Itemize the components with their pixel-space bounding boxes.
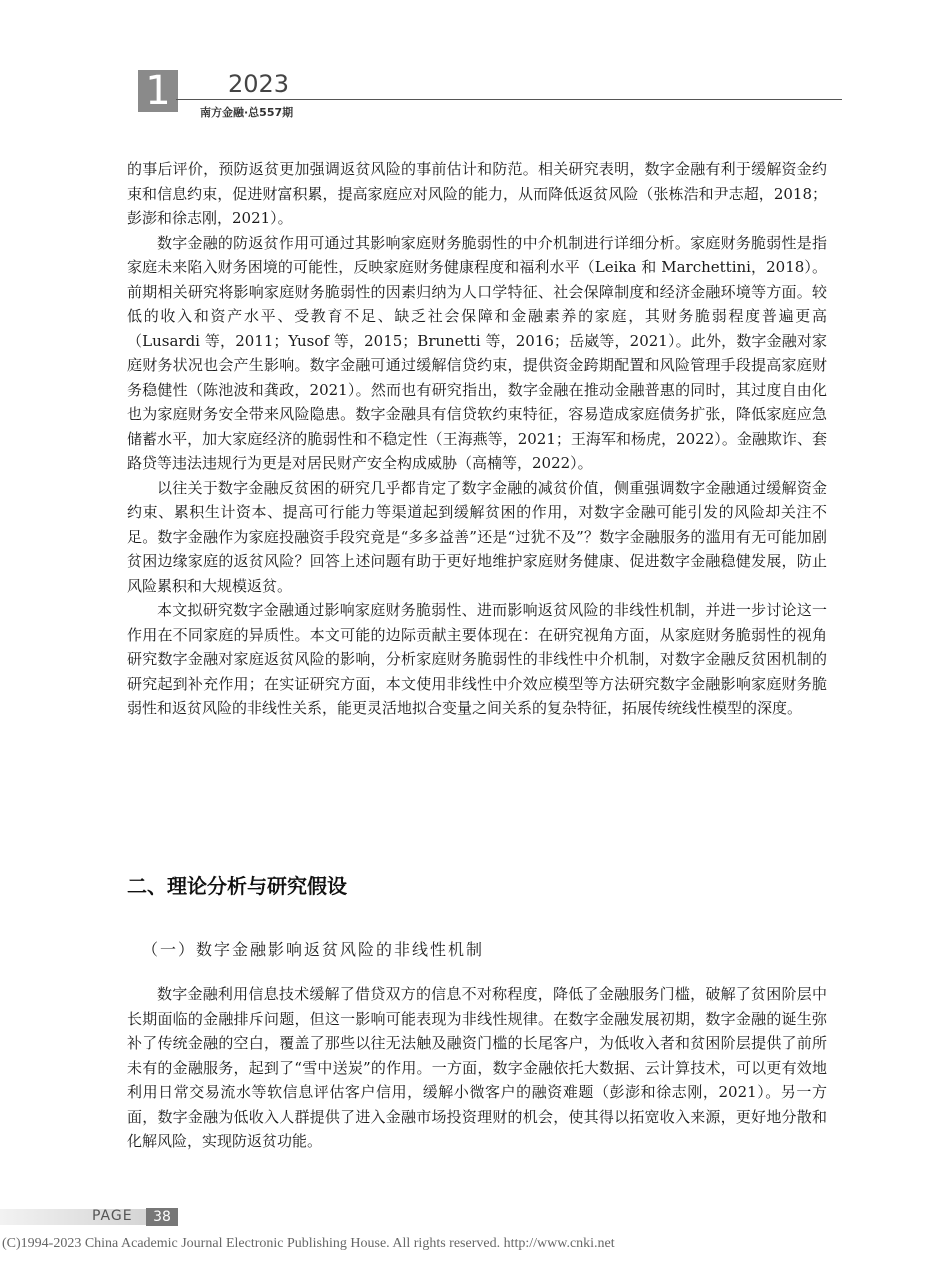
paragraph-2: 数字金融的防返贫作用可通过其影响家庭财务脆弱性的中介机制进行详细分析。家庭财务脆弱性是指家庭未来陷入财务困境的可能性，反映家庭财务健康程度和福利水平（Leika 和 Marchettini，2018）。前期相关研究将影响家庭财务脆弱性的因素归纳为人口学特征、社会保障制度和经济金融环境等方面。较低的收入和资产水平、受教育不足、缺乏社会保障和金融素养的家庭，其财务脆弱程度普遍更高（Lusardi 等，2011；Yusof 等，2015；Brunetti 等，2016；岳崴等，2021）。此外，数字金融对家庭财务状况也会产生影响。数字金融可通过缓解信贷约束，提供资金跨期配置和风险管理手段提高家庭财务稳健性（陈池波和龚政，2021）。然而也有研究指出，数字金融在推动金融普惠的同时，其过度自由化也为家庭财务安全带来风险隐患。数字金融具有信贷软约束特征，容易造成家庭债务扩张，降低家庭应急储蓄水平，加大家庭经济的脆弱性和不稳定性（王海燕等，2021；王海军和杨虎，2022）。金融欺诈、套路贷等违法违规行为更是对居民财产安全构成威胁（高楠等，2022）。 [127, 233, 827, 472]
page-number: 38 [146, 1208, 178, 1226]
subsection-title: （一）数字金融影响返贫风险的非线性机制 [142, 940, 485, 959]
section-title: 二、理论分析与研究假设 [127, 874, 347, 898]
issue-number-block: 1 [138, 70, 178, 112]
paragraph-5: 数字金融利用信息技术缓解了借贷双方的信息不对称程度，降低了金融服务门槛，破解了贫困阶层中长期面临的金融排斥问题，但这一影响可能表现为非线性规律。在数字金融发展初期，数字金融的诞生弥补了传统金融的空白，覆盖了那些以往无法触及融资门槛的长尾客户，为低收入者和贫困阶层提供了前所未有的金融服务，起到了“雪中送炭”的作用。一方面，数字金融依托大数据、云计算技术，可以更有效地利用日常交易流水等软信息评估客户信用，缓解小微客户的融资难题（彭澎和徐志刚，2021）。另一方面，数字金融为低收入人群提供了进入金融市场投资理财的机会，使其得以拓宽收入来源，更好地分散和化解风险，实现防返贫功能。 [127, 985, 827, 1150]
header-rule [176, 99, 842, 100]
journal-name: 南方金融·总557期 [200, 106, 294, 119]
header-year: 2023 [228, 70, 290, 98]
paragraph-1: 的事后评价，预防返贫更加强调返贫风险的事前估计和防范。相关研究表明，数字金融有利于缓解资金约束和信息约束，促进财富积累，提高家庭应对风险的能力，从而降低返贫风险（张栋浩和尹志超，2018；彭澎和徐志刚，2021）。 [127, 160, 827, 227]
paragraph-3: 以往关于数字金融反贫困的研究几乎都肯定了数字金融的减贫价值，侧重强调数字金融通过缓解资金约束、累积生计资本、提高可行能力等渠道起到缓解贫困的作用，对数字金融可能引发的风险却关注不足。数字金融作为家庭投融资手段究竟是“多多益善”还是“过犹不及”？数字金融服务的滥用有无可能加剧贫困边缘家庭的返贫风险？回答上述问题有助于更好地维护家庭财务健康、促进数字金融稳健发展，防止风险累积和大规模返贫。 [127, 478, 827, 595]
copyright-notice: (C)1994-2023 China Academic Journal Electronic Publishing House. All rights reserved. http://www.cnki.net [2, 1236, 615, 1251]
page-label: PAGE [92, 1208, 133, 1224]
paragraph-4: 本文拟研究数字金融通过影响家庭财务脆弱性、进而影响返贫风险的非线性机制，并进一步讨论这一作用在不同家庭的异质性。本文可能的边际贡献主要体现在：在研究视角方面，从家庭财务脆弱性的视角研究数字金融对家庭返贫风险的影响，分析家庭财务脆弱性的非线性中介机制，对数字金融反贫困机制的研究起到补充作用；在实证研究方面，本文使用非线性中介效应模型等方法研究数字金融影响家庭财务脆弱性和返贫风险的非线性关系，能更灵活地拟合变量之间关系的复杂特征，拓展传统线性模型的深度。 [127, 601, 827, 717]
body-text-top [127, 157, 827, 721]
body-text-bottom [127, 982, 827, 1154]
